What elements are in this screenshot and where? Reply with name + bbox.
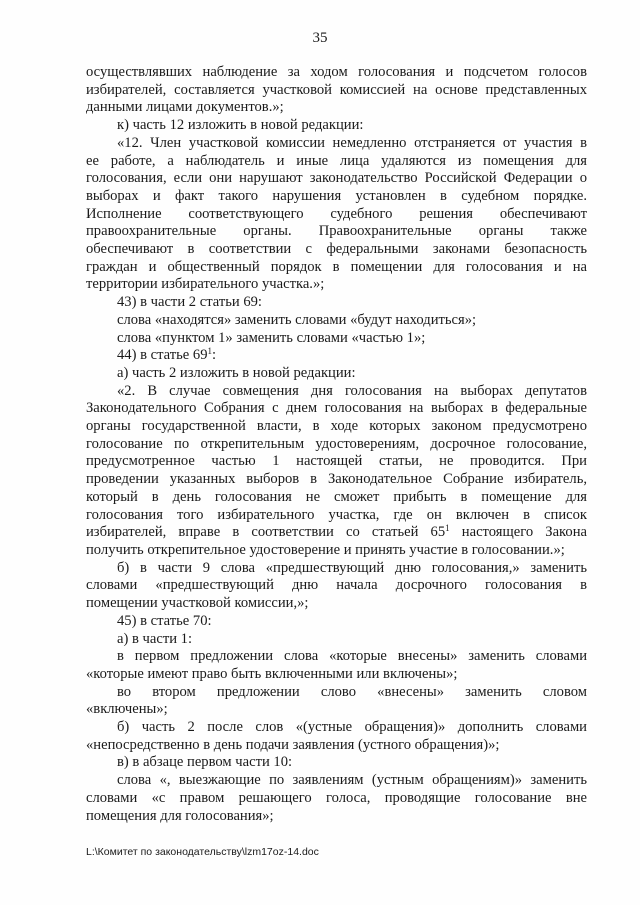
text-line: 45) в статье 70: [117, 612, 212, 629]
text-line: Законодательного Собрания с днем голосования на выборах в федеральные [86, 400, 587, 417]
text-line: словами «с правом решающего голоса, проводящие голосование вне [86, 789, 587, 806]
text-line: к) часть 12 изложить в новой редакции: [117, 117, 364, 134]
text-line: который в день голосования не сможет прибыть в помещение для [86, 488, 587, 505]
text-line: словами «предшествующий дню начала досрочного голосования в [86, 577, 587, 594]
text-line: в первом предложении слова «которые внесены» заменить словами [117, 648, 587, 665]
text-line: слова «находятся» заменить словами «будут находиться»; [117, 311, 477, 328]
text-line: предусмотренное частью 1 настоящей статьи, не проводится. При [86, 453, 587, 470]
text-line: выборах и факт такого нарушения установлен в судебном порядке. [86, 187, 587, 204]
text-line: «включены»; [86, 701, 168, 718]
text-segment: настоящего Закона [449, 524, 587, 541]
text-line: получить открепительное удостоверение и принять участие в голосовании.»; [86, 541, 565, 558]
text-line: «2. В случае совмещения дня голосования на выборах депутатов [117, 382, 587, 399]
text-line: слова «, выезжающие по заявлениям (устным обращениям)» заменить [117, 772, 587, 789]
text-line: 43) в части 2 статьи 69: [117, 294, 262, 311]
text-segment: : [212, 347, 217, 364]
text-line: «которые имеют право быть включенными или включены»; [86, 665, 458, 682]
text-line: во втором предложении слово «внесены» заменить словом [117, 683, 587, 700]
text-line: «12. Член участковой комиссии немедленно отстраняется от участия в [117, 134, 587, 151]
text-line: данными лицами документов.»; [86, 99, 284, 116]
text-line: правоохранительные органы. Правоохранительные органы также [86, 223, 587, 240]
text-line: «непосредственно в день подачи заявления (устного обращения)»; [86, 736, 500, 753]
text-line: помещении участковой комиссии,»; [86, 595, 309, 612]
text-line: органы государственной власти, в ходе которых законом предусмотрено [86, 418, 587, 435]
text-line: голосование по открепительным удостоверениям, досрочное голосование, [86, 435, 587, 452]
text-line: территории избирательного участка.»; [86, 276, 325, 293]
text-line: проведении указанных выборов в Законодательное Собрание избиратель, [86, 471, 587, 488]
text-line-with-superscript [86, 347, 587, 365]
text-line: в) в абзаце первом части 10: [117, 754, 293, 771]
text-line: избирателей, составляется участковой комиссией на основе представленных [86, 81, 587, 98]
text-line: граждан и общественный порядок в помещении для голосования и на [86, 258, 587, 275]
text-line: Исполнение соответствующего судебного решения обеспечивают [86, 205, 587, 222]
text-line: осуществлявших наблюдение за ходом голосования и подсчетом голосов [86, 64, 587, 80]
page-number: 35 [312, 30, 328, 46]
text-segment: избирателей, вправе в соответствии со статьей 65 [86, 524, 446, 541]
text-line-with-superscript [86, 524, 587, 542]
footer-file-path: L:\Комитет по законодательству\lzm17oz-14.doc [86, 846, 319, 858]
text-line: обеспечивают в соответствии с федеральными законами безопасность [86, 241, 587, 258]
text-line: голосования того избирательного участка, где он включен в список [86, 506, 587, 523]
superscript: 1 [207, 347, 213, 357]
superscript: 1 [445, 524, 450, 534]
text-line: слова «пунктом 1» заменить словами «частью 1»; [117, 329, 426, 346]
text-line: а) часть 2 изложить в новой редакции: [117, 364, 356, 381]
document-body [86, 64, 587, 825]
text-segment: 44) в статье 69 [117, 347, 208, 364]
text-line: б) в части 9 слова «предшествующий дню голосования,» заменить [117, 559, 587, 576]
text-line: ее работе, а наблюдатель и иные лица удаляются из помещения для [86, 152, 587, 169]
text-line: б) часть 2 после слов «(устные обращения)» дополнить словами [117, 719, 587, 736]
text-line: а) в части 1: [117, 630, 193, 647]
text-line: голосования, если они нарушают законодательство Российской Федерации о [86, 170, 587, 187]
text-line: помещения для голосования»; [86, 807, 274, 824]
